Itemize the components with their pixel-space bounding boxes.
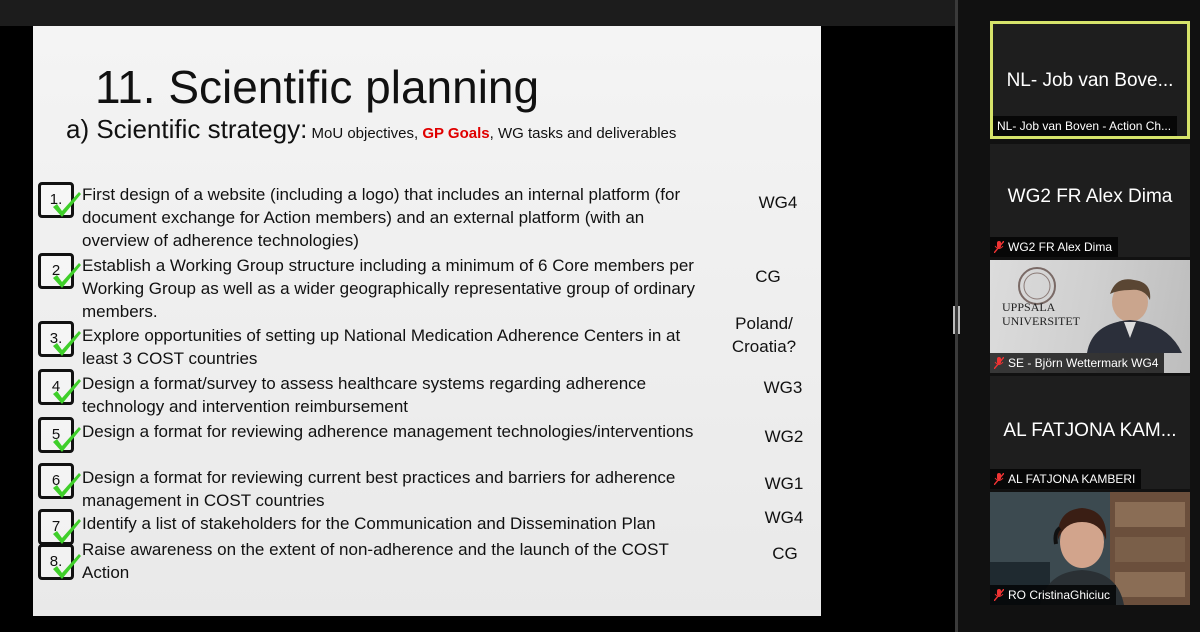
mic-muted-icon [994,473,1004,485]
slide-subtitle [66,114,676,145]
number-box: 2 [38,253,74,289]
subtitle-part2: , WG tasks and deliverables [489,125,677,142]
task-owner: WG3 [763,378,803,397]
participant-label-text: SE - Björn Wettermark WG4 [1008,356,1159,370]
presentation-slide [33,26,821,616]
number-box: 5 [38,417,74,453]
task-text: Design a format for reviewing current best practices and barriers for adherence management in COST countries [82,468,676,510]
task-owner: CG [755,267,781,286]
checkmark-icon [51,190,83,222]
number-box: 6 [38,463,74,499]
mic-muted-icon [994,357,1004,369]
checkmark-icon [51,329,83,361]
task-text: Explore opportunities of setting up National Medication Adherence Centers in at least 3 COST countries [82,326,681,368]
task-text: Establish a Working Group structure including a minimum of 6 Core members per Working Group as well as a wider geographically representative group of ordinary members. [82,256,695,321]
participant-name-label [990,237,1118,257]
checkmark-icon [51,552,83,584]
number-box: 8. [38,544,74,580]
task-owner: Poland/ Croatia? [731,314,797,356]
mic-muted-icon [994,589,1004,601]
person-silhouette [1082,278,1190,353]
subtitle-main: a) Scientific strategy: [66,114,308,144]
participant-tile[interactable] [990,376,1190,489]
task-owner: WG4 [764,508,804,527]
task-text: First design of a website (including a logo) that includes an internal platform (for document exchange for Action members) and an external platform (with an overview of adherence technologies) [82,185,681,250]
checkmark-icon [51,377,83,409]
number-box: 3. [38,321,74,357]
participant-label-text: AL FATJONA KAMBERI [1008,472,1136,486]
mic-muted-icon [994,241,1004,253]
splitter-handle[interactable] [953,306,960,334]
participant-label-text: RO CristinaGhiciuc [1008,588,1111,602]
participant-tile[interactable] [990,144,1190,257]
participant-tile[interactable] [990,260,1190,373]
share-top-bar [0,0,955,26]
task-text: Design a format for reviewing adherence management technologies/interventions [82,422,694,441]
participant-name-label [990,469,1141,489]
checkmark-icon [51,425,83,457]
participant-display-name: NL- Job van Bove... [1006,70,1174,91]
number-box: 1. [38,182,74,218]
subtitle-gp-goals: GP Goals [422,125,490,142]
task-owner: WG1 [764,474,804,493]
task-text: Identify a list of stakeholders for the Communication and Dissemination Plan [82,514,656,533]
participant-label-text: NL- Job van Boven - Action Ch... [997,119,1172,133]
task-owner: WG2 [764,427,804,446]
slide-title: 11. Scientific planning [95,61,540,113]
participant-tile[interactable] [990,492,1190,605]
task-text: Design a format/survey to assess healthcare systems regarding adherence technology and intervention reimbursement [82,374,647,416]
participant-name-label [993,116,1177,136]
task-owner: WG4 [758,193,798,212]
checkmark-icon [51,471,83,503]
participant-display-name: AL FATJONA KAM... [1003,420,1177,441]
participant-name-label [990,353,1164,373]
participant-name-label [990,585,1116,605]
checkmark-icon [51,261,83,293]
participant-tile-active[interactable] [990,21,1190,139]
number-box: 7 [38,509,74,545]
participant-label-text: WG2 FR Alex Dima [1008,240,1113,254]
task-owner: CG [772,544,798,563]
subtitle-part1: MoU objectives, [307,125,423,142]
participant-display-name: WG2 FR Alex Dima [1007,186,1173,207]
uppsala-text: UPPSALA UNIVERSITET [1002,300,1080,328]
number-box: 4 [38,369,74,405]
task-text: Raise awareness on the extent of non-adherence and the launch of the COST Action [82,540,669,582]
